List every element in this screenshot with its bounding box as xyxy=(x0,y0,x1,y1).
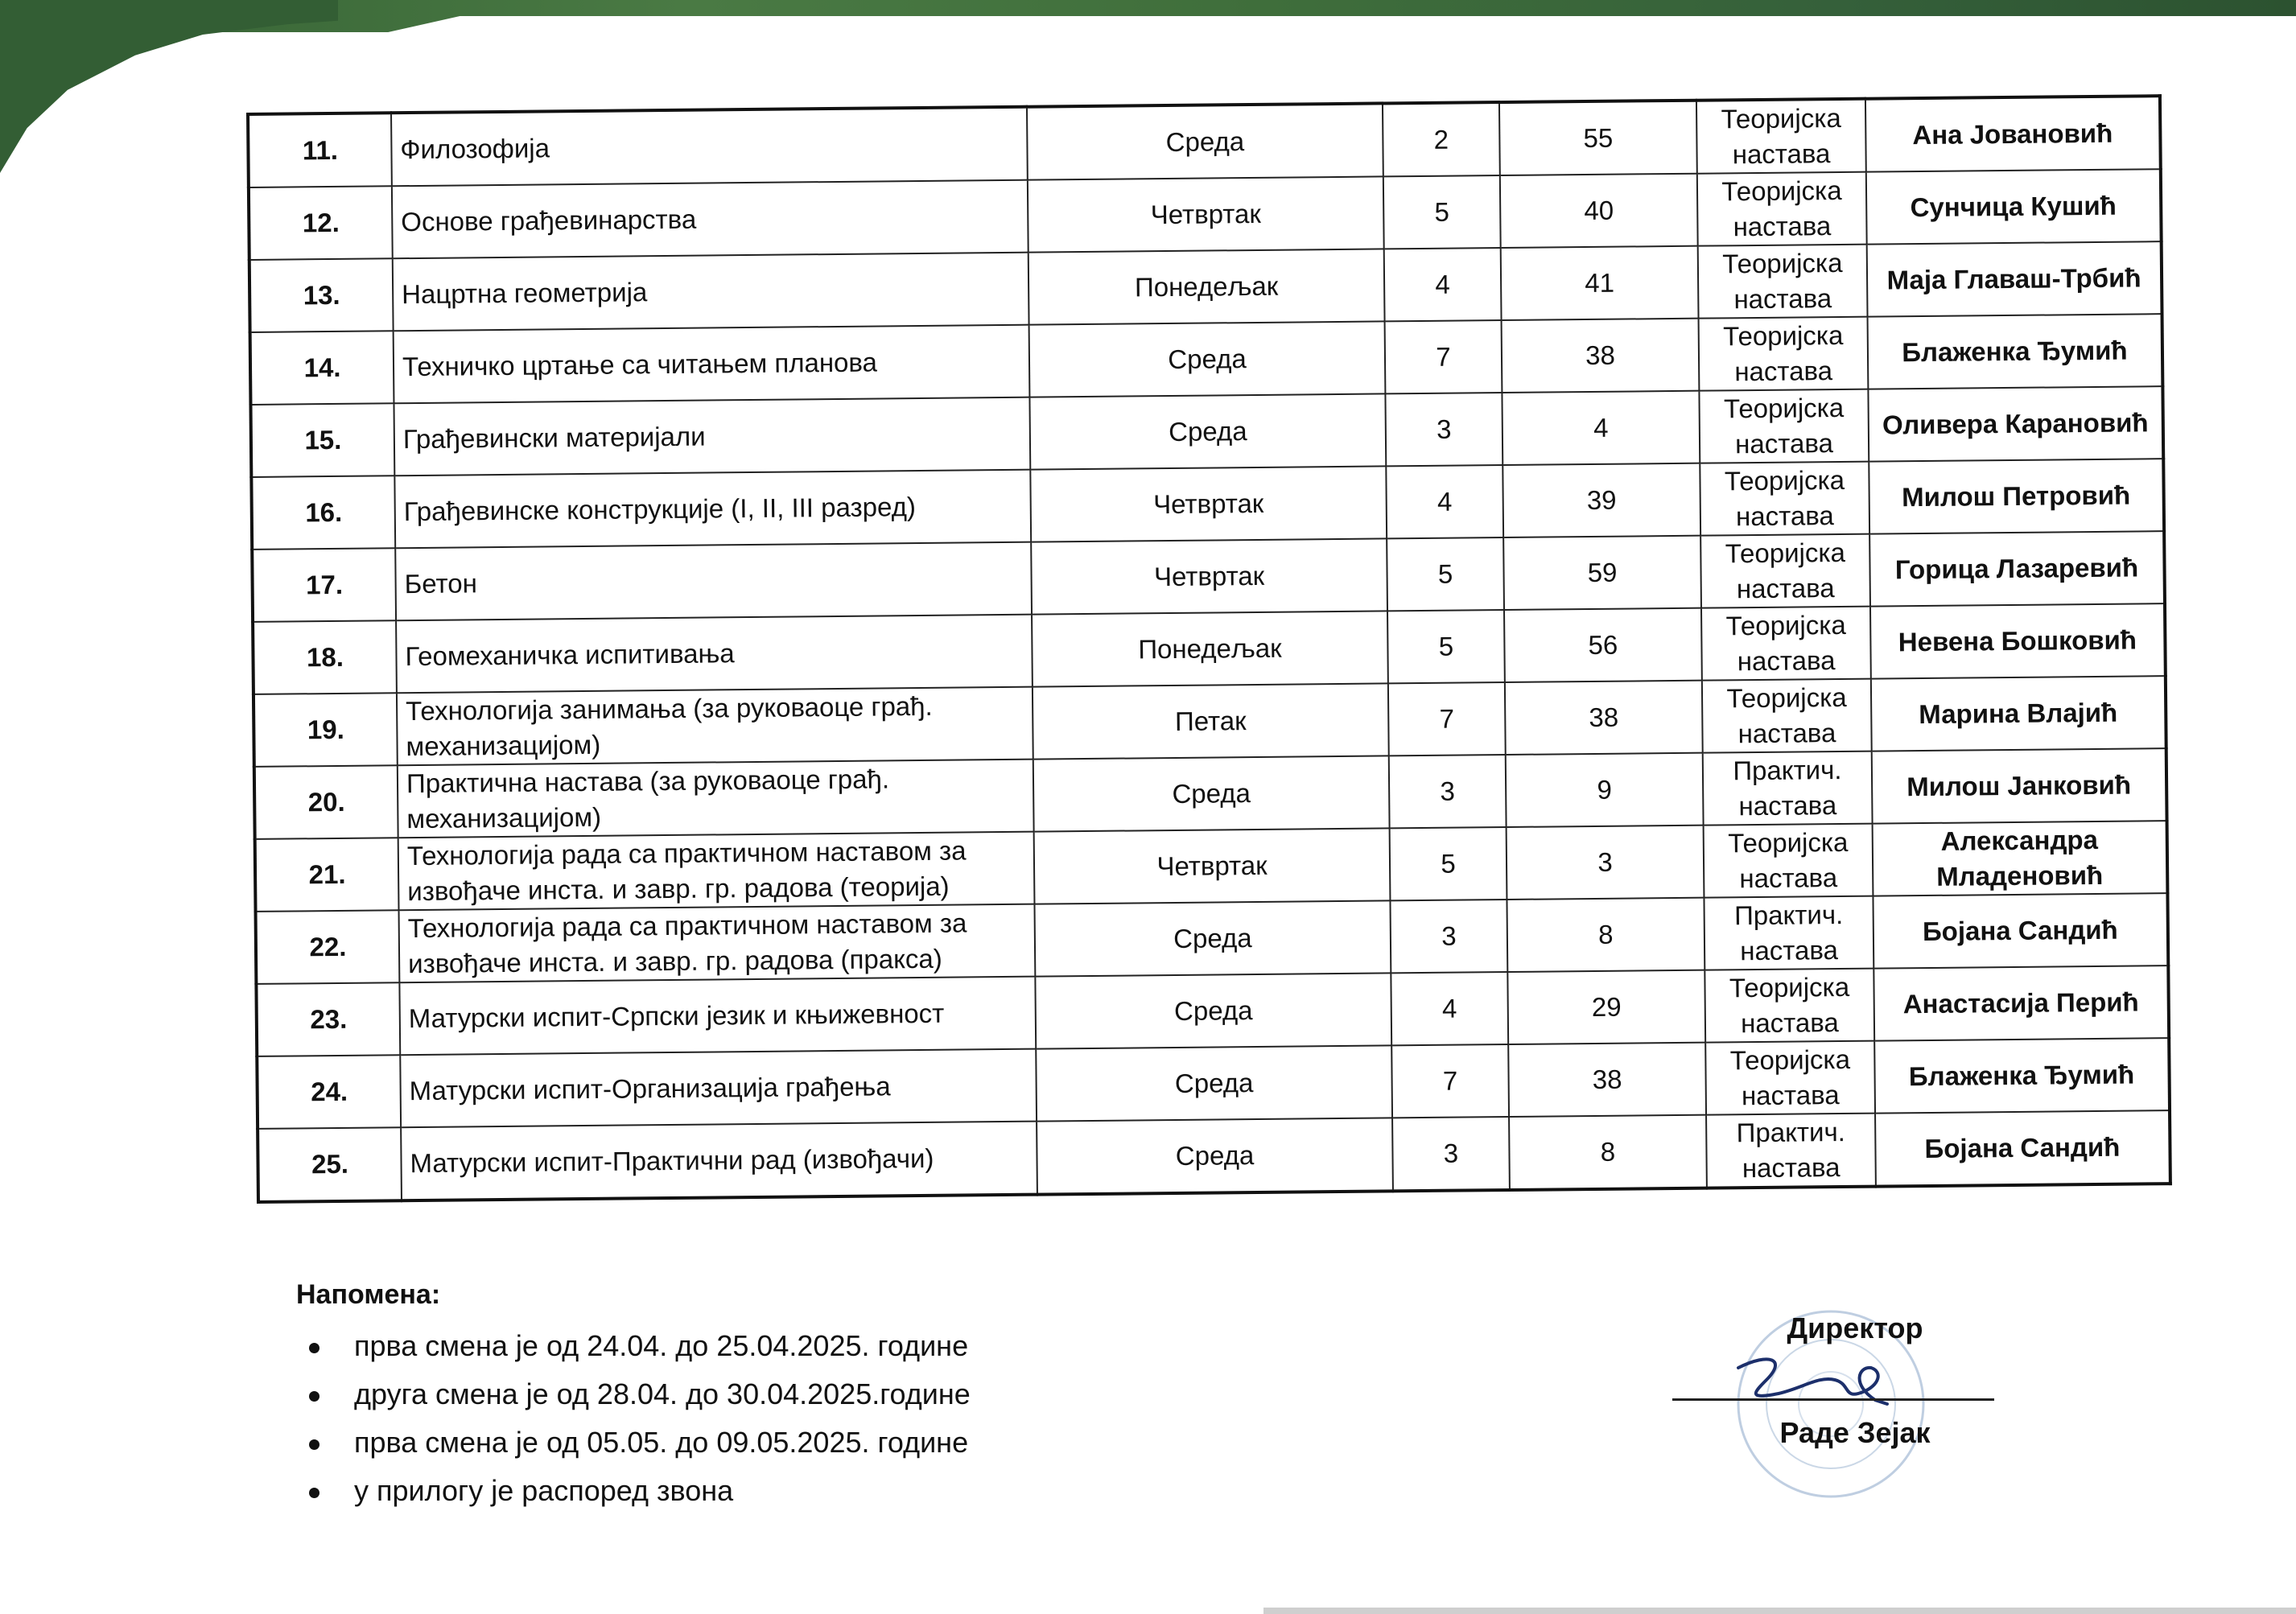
notes-section xyxy=(296,1279,1342,1515)
day-cell: Четвртак xyxy=(1030,466,1387,541)
class-cell: 4 xyxy=(1386,465,1503,538)
room-cell: 8 xyxy=(1507,898,1704,972)
type-cell: Теоријска настава xyxy=(1705,1041,1875,1115)
class-cell: 7 xyxy=(1385,320,1502,393)
notes-list-item: прва смена је од 05.05. до 09.05.2025. године xyxy=(296,1418,1342,1467)
row-number: 16. xyxy=(251,476,395,550)
subject-cell: Геомеханичка испитивања xyxy=(396,615,1033,694)
notes-title: Напомена: xyxy=(296,1279,441,1310)
day-cell: Среда xyxy=(1029,321,1386,397)
director-label: Директор xyxy=(1787,1311,1923,1344)
signature-block xyxy=(1666,1311,2004,1505)
teacher-cell: Бојана Сандић xyxy=(1875,1110,2170,1187)
type-cell: Практич. настава xyxy=(1703,751,1873,826)
class-cell: 5 xyxy=(1387,537,1504,611)
notes-list xyxy=(296,1322,1342,1515)
day-cell: Понедељак xyxy=(1028,249,1385,324)
row-number: 18. xyxy=(253,620,397,694)
type-cell: Практич. настава xyxy=(1704,896,1873,970)
subject-cell: Филозофија xyxy=(391,107,1028,187)
signature-line xyxy=(1672,1398,1994,1401)
teacher-cell: Бојана Сандић xyxy=(1873,893,2168,969)
class-cell: 2 xyxy=(1383,102,1500,176)
type-cell: Теоријска настава xyxy=(1702,679,1872,753)
row-number: 23. xyxy=(256,982,400,1056)
type-cell: Теоријска настава xyxy=(1696,99,1866,174)
row-number: 24. xyxy=(257,1055,401,1129)
teacher-cell: Александра Младеновић xyxy=(1873,821,2168,896)
room-cell: 55 xyxy=(1499,101,1697,175)
row-number: 19. xyxy=(254,693,398,767)
row-number: 25. xyxy=(258,1127,402,1202)
teacher-cell: Милош Петровић xyxy=(1869,459,2164,534)
type-cell: Теоријска настава xyxy=(1698,245,1868,319)
subject-cell: Технологија рада са практичном наставом за извођаче инста. и завр. гр. радова (теорија) xyxy=(398,832,1035,911)
schedule-table-frame xyxy=(246,94,2169,1235)
day-cell: Четвртак xyxy=(1031,538,1387,614)
class-cell: 7 xyxy=(1391,1044,1509,1118)
room-cell: 38 xyxy=(1502,319,1700,393)
class-cell: 5 xyxy=(1390,827,1507,900)
row-number: 20. xyxy=(254,765,398,839)
subject-cell: Матурски испит-Организација грађења xyxy=(400,1049,1037,1128)
subject-cell: Бетон xyxy=(395,542,1032,621)
room-cell: 59 xyxy=(1503,536,1701,610)
room-cell: 4 xyxy=(1502,391,1700,465)
row-number: 14. xyxy=(250,331,394,405)
notes-list-item: друга смена је од 28.04. до 30.04.2025.године xyxy=(296,1370,1342,1418)
day-cell: Среда xyxy=(1029,393,1386,469)
class-cell: 4 xyxy=(1384,248,1502,321)
room-cell: 9 xyxy=(1506,753,1704,827)
paper-bottom-edge xyxy=(1263,1608,2296,1614)
teacher-cell: Милош Јанковић xyxy=(1872,748,2167,824)
subject-cell: Технологија занимања (за руковаоце грађ. механизацијом) xyxy=(397,687,1033,766)
day-cell: Среда xyxy=(1035,973,1391,1048)
class-cell: 3 xyxy=(1392,1117,1510,1191)
class-cell: 3 xyxy=(1389,755,1507,828)
subject-cell: Матурски испит-Српски језик и књижевност xyxy=(399,977,1036,1056)
row-number: 11. xyxy=(248,113,392,187)
room-cell: 38 xyxy=(1505,681,1703,755)
class-cell: 3 xyxy=(1385,393,1502,466)
day-cell: Среда xyxy=(1033,756,1390,831)
row-number: 21. xyxy=(255,838,399,912)
class-cell: 3 xyxy=(1390,900,1507,973)
row-number: 22. xyxy=(256,910,400,984)
teacher-cell: Ана Јовановић xyxy=(1865,96,2161,172)
teacher-cell: Сунчица Кушић xyxy=(1866,169,2162,245)
type-cell: Теоријска настава xyxy=(1704,824,1873,898)
type-cell: Теоријска настава xyxy=(1697,172,1867,246)
class-cell: 7 xyxy=(1388,682,1506,756)
notes-list-item: у прилогу је распоред звона xyxy=(296,1467,1342,1515)
row-number: 12. xyxy=(249,186,393,260)
row-number: 13. xyxy=(249,258,394,332)
subject-cell: Грађевинске конструкције (I, II, III разред) xyxy=(394,470,1031,549)
subject-cell: Матурски испит-Практични рад (извођачи) xyxy=(401,1122,1037,1201)
room-cell: 38 xyxy=(1508,1043,1706,1117)
handwritten-signature-icon xyxy=(1722,1344,1899,1416)
class-cell: 5 xyxy=(1387,610,1505,683)
type-cell: Теоријска настава xyxy=(1704,969,1874,1043)
type-cell: Теоријска настава xyxy=(1699,317,1869,391)
day-cell: Петак xyxy=(1033,683,1389,759)
teacher-cell: Невена Бошковић xyxy=(1870,603,2166,679)
subject-cell: Техничко цртање са читањем планова xyxy=(394,325,1030,404)
schedule-table xyxy=(246,94,2172,1204)
room-cell: 40 xyxy=(1500,174,1698,248)
day-cell: Среда xyxy=(1027,103,1383,179)
room-cell: 56 xyxy=(1504,608,1702,682)
teacher-cell: Маја Главаш-Трбић xyxy=(1867,241,2162,317)
teacher-cell: Блаженка Ђумић xyxy=(1868,314,2163,389)
day-cell: Понедељак xyxy=(1032,611,1388,686)
room-cell: 41 xyxy=(1501,246,1699,320)
teacher-cell: Оливера Карановић xyxy=(1868,386,2163,462)
class-cell: 4 xyxy=(1391,972,1508,1045)
row-number: 17. xyxy=(252,548,396,622)
type-cell: Практич. настава xyxy=(1706,1114,1876,1188)
type-cell: Теоријска настава xyxy=(1700,534,1870,608)
teacher-cell: Марина Влајић xyxy=(1871,676,2166,751)
type-cell: Теоријска настава xyxy=(1701,607,1871,681)
day-cell: Среда xyxy=(1036,1045,1392,1121)
type-cell: Теоријска настава xyxy=(1699,389,1869,463)
room-cell: 39 xyxy=(1502,463,1700,537)
room-cell: 8 xyxy=(1509,1115,1707,1190)
notes-list-item: прва смена је од 24.04. до 25.04.2025. године xyxy=(296,1322,1342,1370)
room-cell: 3 xyxy=(1507,826,1704,900)
subject-cell: Основе грађевинарства xyxy=(392,180,1028,259)
row-number: 15. xyxy=(250,403,394,477)
teacher-cell: Анастасија Перић xyxy=(1873,966,2169,1041)
day-cell: Среда xyxy=(1037,1118,1393,1194)
class-cell: 5 xyxy=(1383,175,1501,249)
subject-cell: Нацртна геометрија xyxy=(393,253,1029,331)
day-cell: Четвртак xyxy=(1034,828,1391,904)
day-cell: Четвртак xyxy=(1028,176,1384,252)
teacher-cell: Горица Лазаревић xyxy=(1869,531,2165,607)
subject-cell: Технологија рада са практичном наставом за извођаче инста. и завр. гр. радова (пракса) xyxy=(399,904,1036,983)
type-cell: Теоријска настава xyxy=(1700,462,1869,536)
subject-cell: Грађевински материјали xyxy=(394,397,1030,476)
subject-cell: Практична настава (за руковаоце грађ. механизацијом) xyxy=(398,760,1034,838)
teacher-cell: Блаженка Ђумић xyxy=(1874,1038,2170,1114)
room-cell: 29 xyxy=(1507,970,1705,1044)
director-name: Раде Зејак xyxy=(1779,1416,1931,1449)
schedule-table-body xyxy=(248,96,2170,1202)
day-cell: Среда xyxy=(1034,900,1391,976)
